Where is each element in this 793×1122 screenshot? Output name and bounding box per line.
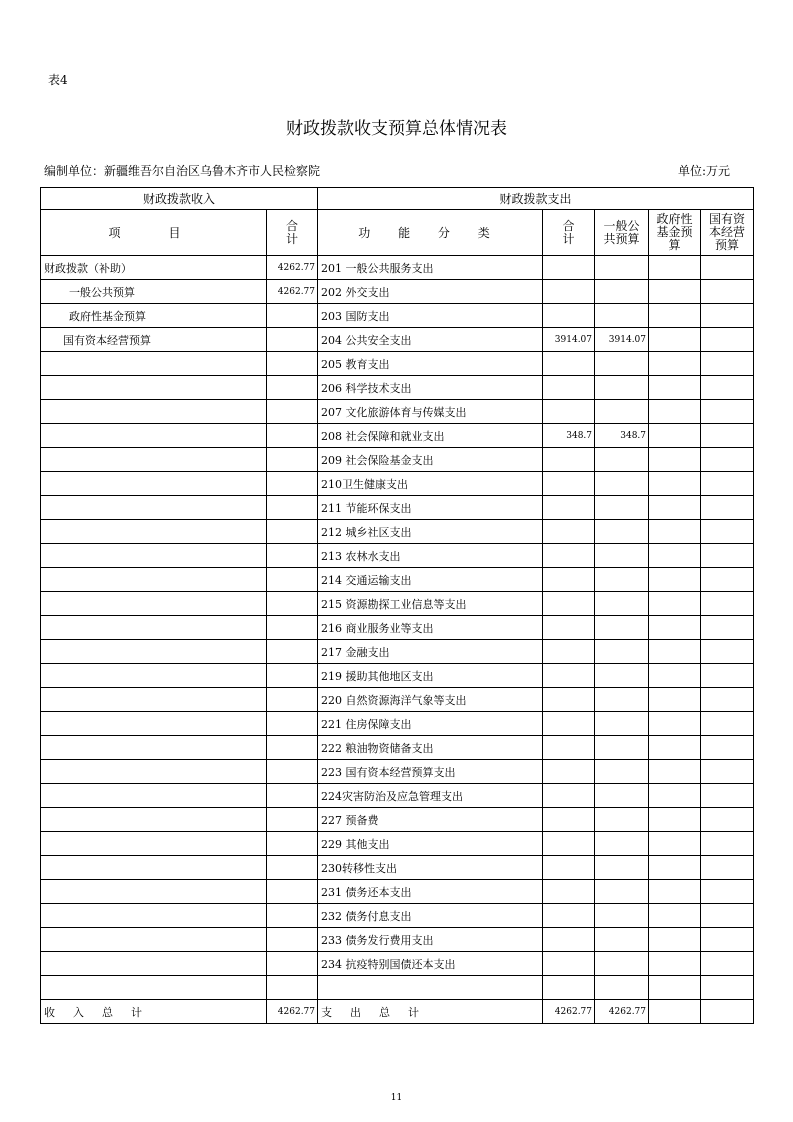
table-row <box>41 640 754 664</box>
table-row <box>41 832 754 856</box>
income-total-cell <box>267 688 318 712</box>
budget-table <box>40 187 754 1024</box>
general-budget-cell <box>595 256 649 280</box>
expense-total-cell <box>543 784 595 808</box>
expense-total-cell <box>543 616 595 640</box>
table-row <box>41 280 754 304</box>
state-capital-cell <box>701 256 754 280</box>
general-budget-cell <box>595 592 649 616</box>
expense-item-cell: 201 一般公共服务支出 <box>318 256 543 280</box>
income-item-cell <box>41 976 267 1000</box>
income-group-header: 财政拨款收入 <box>41 188 318 210</box>
general-budget-cell <box>595 976 649 1000</box>
expense-item-cell: 223 国有资本经营预算支出 <box>318 760 543 784</box>
currency-unit: 单位:万元 <box>678 164 731 178</box>
expense-item-cell: 209 社会保险基金支出 <box>318 448 543 472</box>
general-budget-cell <box>595 616 649 640</box>
state-capital-cell <box>701 376 754 400</box>
expense-total-cell <box>543 376 595 400</box>
table-row <box>41 760 754 784</box>
state-capital-cell <box>701 568 754 592</box>
gov-fund-cell <box>649 688 701 712</box>
page-title: 财政拨款收支预算总体情况表 <box>286 119 507 139</box>
expense-item-cell: 232 债务付息支出 <box>318 904 543 928</box>
state-capital-cell <box>701 280 754 304</box>
table-row <box>41 688 754 712</box>
gov-fund-cell <box>649 520 701 544</box>
income-total-cell: 4262.77 <box>267 280 318 304</box>
income-item-cell <box>41 904 267 928</box>
income-total-cell <box>267 424 318 448</box>
function-class-header: 功 能 分 类 <box>318 210 543 256</box>
general-budget-cell <box>595 904 649 928</box>
expense-total-header: 合计 <box>543 210 595 256</box>
totals-row <box>41 1000 754 1024</box>
income-item-cell <box>41 448 267 472</box>
gov-fund-cell <box>649 664 701 688</box>
expense-total-cell <box>543 736 595 760</box>
gov-fund-cell <box>649 592 701 616</box>
general-budget-cell <box>595 544 649 568</box>
gov-fund-cell <box>649 976 701 1000</box>
expense-item-cell: 230转移性支出 <box>318 856 543 880</box>
expense-item-cell: 220 自然资源海洋气象等支出 <box>318 688 543 712</box>
expense-item-cell: 216 商业服务业等支出 <box>318 616 543 640</box>
gov-fund-cell <box>649 784 701 808</box>
table-row <box>41 400 754 424</box>
income-item-cell <box>41 568 267 592</box>
income-item-cell <box>41 640 267 664</box>
state-capital-cell <box>701 760 754 784</box>
state-capital-cell <box>701 832 754 856</box>
general-budget-cell <box>595 664 649 688</box>
income-item-cell <box>41 424 267 448</box>
income-total-cell <box>267 448 318 472</box>
expense-item-cell: 202 外交支出 <box>318 280 543 304</box>
general-budget-cell: 3914.07 <box>595 328 649 352</box>
expense-total-cell <box>543 256 595 280</box>
expense-item-cell: 214 交通运输支出 <box>318 568 543 592</box>
gov-fund-cell <box>649 760 701 784</box>
income-total-cell <box>267 784 318 808</box>
gov-fund-cell <box>649 856 701 880</box>
income-total-cell <box>267 832 318 856</box>
table-row <box>41 952 754 976</box>
expense-total-cell <box>543 568 595 592</box>
general-budget-cell <box>595 304 649 328</box>
income-item-cell <box>41 688 267 712</box>
general-budget-cell <box>595 832 649 856</box>
gov-fund-cell <box>649 904 701 928</box>
income-total-cell <box>267 640 318 664</box>
income-item-cell <box>41 952 267 976</box>
state-capital-cell <box>701 664 754 688</box>
income-item-cell <box>41 832 267 856</box>
table-row <box>41 904 754 928</box>
gov-fund-cell <box>649 256 701 280</box>
expense-item-cell: 224灾害防治及应急管理支出 <box>318 784 543 808</box>
gov-fund-cell <box>649 712 701 736</box>
income-item-cell <box>41 400 267 424</box>
general-budget-cell <box>595 880 649 904</box>
expense-total-cell <box>543 544 595 568</box>
income-item-cell <box>41 664 267 688</box>
income-total-cell <box>267 712 318 736</box>
expense-total-cell <box>543 712 595 736</box>
expense-item-cell: 222 粮油物资储备支出 <box>318 736 543 760</box>
expense-item-cell: 217 金融支出 <box>318 640 543 664</box>
general-budget-cell <box>595 760 649 784</box>
state-capital-cell <box>701 976 754 1000</box>
state-capital-cell <box>701 904 754 928</box>
expense-total-cell <box>543 664 595 688</box>
expense-total-cell <box>543 400 595 424</box>
table-row <box>41 712 754 736</box>
expense-total-cell <box>543 352 595 376</box>
table-row <box>41 448 754 472</box>
general-budget-cell <box>595 952 649 976</box>
gov-fund-cell <box>649 832 701 856</box>
income-item-cell <box>41 520 267 544</box>
income-total-cell <box>267 400 318 424</box>
table-row <box>41 568 754 592</box>
general-budget-cell <box>595 352 649 376</box>
table-row <box>41 256 754 280</box>
expense-total-cell <box>543 880 595 904</box>
expense-total-cell <box>543 640 595 664</box>
general-budget-cell <box>595 688 649 712</box>
expense-item-cell: 212 城乡社区支出 <box>318 520 543 544</box>
income-total-cell <box>267 328 318 352</box>
gov-fund-cell <box>649 400 701 424</box>
state-capital-cell <box>701 712 754 736</box>
state-capital-cell <box>701 736 754 760</box>
expense-total-cell <box>543 856 595 880</box>
expense-item-cell: 207 文化旅游体育与传媒支出 <box>318 400 543 424</box>
income-grand-total: 4262.77 <box>267 1000 318 1024</box>
expense-item-cell <box>318 976 543 1000</box>
income-total-cell <box>267 928 318 952</box>
income-total-cell <box>267 616 318 640</box>
general-budget-cell <box>595 784 649 808</box>
expense-item-cell: 210卫生健康支出 <box>318 472 543 496</box>
state-capital-cell <box>701 640 754 664</box>
table-row <box>41 664 754 688</box>
income-item-cell: 一般公共预算 <box>41 280 267 304</box>
header-row-columns <box>41 210 754 256</box>
table-row <box>41 472 754 496</box>
income-item-cell <box>41 496 267 520</box>
state-capital-cell <box>701 928 754 952</box>
expense-item-cell: 231 债务还本支出 <box>318 880 543 904</box>
gov-fund-cell <box>649 880 701 904</box>
expense-item-cell: 205 教育支出 <box>318 352 543 376</box>
income-total-cell <box>267 808 318 832</box>
income-item-cell <box>41 856 267 880</box>
gov-fund-budget-header: 政府性基金预算 <box>649 210 701 256</box>
table-row <box>41 496 754 520</box>
gov-fund-cell <box>649 328 701 352</box>
gov-fund-cell <box>649 304 701 328</box>
income-total-cell: 4262.77 <box>267 256 318 280</box>
state-capital-cell <box>701 424 754 448</box>
table-row <box>41 544 754 568</box>
expense-total-cell <box>543 952 595 976</box>
gov-fund-grand-total <box>649 1000 701 1024</box>
gov-fund-cell <box>649 496 701 520</box>
table-row <box>41 352 754 376</box>
item-column-header: 项 目 <box>41 210 267 256</box>
expense-total-cell <box>543 520 595 544</box>
table-row <box>41 880 754 904</box>
income-total-cell <box>267 352 318 376</box>
state-capital-cell <box>701 544 754 568</box>
table-row <box>41 736 754 760</box>
general-budget-cell <box>595 448 649 472</box>
table-row <box>41 808 754 832</box>
expense-item-cell: 233 债务发行费用支出 <box>318 928 543 952</box>
income-total-cell <box>267 496 318 520</box>
general-budget-cell <box>595 568 649 592</box>
general-budget-cell <box>595 712 649 736</box>
header-row-group <box>41 188 754 210</box>
expense-total-cell: 3914.07 <box>543 328 595 352</box>
expense-item-cell: 219 援助其他地区支出 <box>318 664 543 688</box>
income-item-cell <box>41 928 267 952</box>
general-budget-cell <box>595 376 649 400</box>
expense-total-cell <box>543 688 595 712</box>
income-total-header: 合计 <box>267 210 318 256</box>
table-row <box>41 592 754 616</box>
income-total-cell <box>267 760 318 784</box>
state-capital-cell <box>701 352 754 376</box>
expense-total-cell <box>543 304 595 328</box>
state-capital-cell <box>701 856 754 880</box>
expense-total-cell <box>543 976 595 1000</box>
gov-fund-cell <box>649 616 701 640</box>
expense-total-cell <box>543 832 595 856</box>
gov-fund-cell <box>649 352 701 376</box>
income-item-cell <box>41 592 267 616</box>
expense-item-cell: 227 预备费 <box>318 808 543 832</box>
state-capital-budget-header: 国有资本经营预算 <box>701 210 754 256</box>
state-capital-cell <box>701 520 754 544</box>
income-item-cell: 国有资本经营预算 <box>41 328 267 352</box>
gov-fund-cell <box>649 808 701 832</box>
general-budget-cell <box>595 856 649 880</box>
expense-total-cell <box>543 448 595 472</box>
expense-item-cell: 221 住房保障支出 <box>318 712 543 736</box>
state-capital-cell <box>701 952 754 976</box>
income-total-cell <box>267 736 318 760</box>
income-total-cell <box>267 856 318 880</box>
table-row <box>41 784 754 808</box>
income-total-cell <box>267 520 318 544</box>
income-total-cell <box>267 592 318 616</box>
expense-total-cell <box>543 472 595 496</box>
general-budget-cell <box>595 808 649 832</box>
state-capital-cell <box>701 448 754 472</box>
state-capital-cell <box>701 688 754 712</box>
gov-fund-cell <box>649 424 701 448</box>
state-capital-cell <box>701 400 754 424</box>
income-total-cell <box>267 568 318 592</box>
income-total-cell <box>267 952 318 976</box>
expense-total-cell <box>543 760 595 784</box>
state-capital-cell <box>701 880 754 904</box>
expense-item-cell: 203 国防支出 <box>318 304 543 328</box>
general-budget-cell: 348.7 <box>595 424 649 448</box>
gov-fund-cell <box>649 448 701 472</box>
income-total-cell <box>267 472 318 496</box>
expense-total-cell <box>543 280 595 304</box>
income-item-cell: 财政拨款（补助） <box>41 256 267 280</box>
expense-item-cell: 229 其他支出 <box>318 832 543 856</box>
income-item-cell <box>41 472 267 496</box>
general-budget-cell <box>595 736 649 760</box>
income-total-cell <box>267 664 318 688</box>
general-budget-cell <box>595 280 649 304</box>
expense-total-cell: 348.7 <box>543 424 595 448</box>
state-capital-cell <box>701 472 754 496</box>
income-item-cell <box>41 880 267 904</box>
state-capital-grand-total <box>701 1000 754 1024</box>
income-item-cell <box>41 376 267 400</box>
income-item-cell: 政府性基金预算 <box>41 304 267 328</box>
gov-fund-cell <box>649 544 701 568</box>
income-total-label: 收入总计 <box>41 1000 267 1024</box>
general-budget-header: 一般公共预算 <box>595 210 649 256</box>
gov-fund-cell <box>649 952 701 976</box>
expense-total-cell <box>543 592 595 616</box>
general-budget-cell <box>595 928 649 952</box>
income-total-cell <box>267 544 318 568</box>
gov-fund-cell <box>649 640 701 664</box>
gov-fund-cell <box>649 280 701 304</box>
expense-item-cell: 211 节能环保支出 <box>318 496 543 520</box>
table-row <box>41 856 754 880</box>
table-row <box>41 976 754 1000</box>
table-row <box>41 376 754 400</box>
income-item-cell <box>41 352 267 376</box>
table-label: 表4 <box>48 73 68 87</box>
state-capital-cell <box>701 592 754 616</box>
expense-total-cell <box>543 928 595 952</box>
state-capital-cell <box>701 496 754 520</box>
income-total-cell <box>267 376 318 400</box>
income-total-cell <box>267 304 318 328</box>
income-total-cell <box>267 904 318 928</box>
table-row <box>41 304 754 328</box>
gov-fund-cell <box>649 472 701 496</box>
expense-total-cell <box>543 904 595 928</box>
gov-fund-cell <box>649 568 701 592</box>
state-capital-cell <box>701 616 754 640</box>
income-total-cell <box>267 880 318 904</box>
expense-item-cell: 206 科学技术支出 <box>318 376 543 400</box>
income-item-cell <box>41 544 267 568</box>
income-item-cell <box>41 712 267 736</box>
general-budget-cell <box>595 640 649 664</box>
state-capital-cell <box>701 328 754 352</box>
expense-item-cell: 204 公共安全支出 <box>318 328 543 352</box>
table-row <box>41 424 754 448</box>
expense-grand-total: 4262.77 <box>543 1000 595 1024</box>
general-budget-cell <box>595 520 649 544</box>
income-item-cell <box>41 616 267 640</box>
income-item-cell <box>41 736 267 760</box>
general-budget-cell <box>595 400 649 424</box>
general-budget-cell <box>595 496 649 520</box>
income-total-cell <box>267 976 318 1000</box>
state-capital-cell <box>701 784 754 808</box>
gov-fund-cell <box>649 736 701 760</box>
page-number: 11 <box>390 1093 403 1103</box>
expense-item-cell: 234 抗疫特别国债还本支出 <box>318 952 543 976</box>
gov-fund-cell <box>649 376 701 400</box>
expense-item-cell: 213 农林水支出 <box>318 544 543 568</box>
table-row <box>41 928 754 952</box>
expense-total-label: 支出总计 <box>318 1000 543 1024</box>
expense-item-cell: 215 资源勘探工业信息等支出 <box>318 592 543 616</box>
table-row <box>41 520 754 544</box>
expense-total-cell <box>543 808 595 832</box>
general-budget-grand-total: 4262.77 <box>595 1000 649 1024</box>
state-capital-cell <box>701 808 754 832</box>
income-item-cell <box>41 784 267 808</box>
table-row <box>41 328 754 352</box>
compiling-unit: 编制单位：新疆维吾尔自治区乌鲁木齐市人民检察院 <box>44 164 321 178</box>
expense-item-cell: 208 社会保障和就业支出 <box>318 424 543 448</box>
general-budget-cell <box>595 472 649 496</box>
table-row <box>41 616 754 640</box>
expense-group-header: 财政拨款支出 <box>318 188 754 210</box>
income-item-cell <box>41 808 267 832</box>
income-item-cell <box>41 760 267 784</box>
gov-fund-cell <box>649 928 701 952</box>
state-capital-cell <box>701 304 754 328</box>
expense-total-cell <box>543 496 595 520</box>
